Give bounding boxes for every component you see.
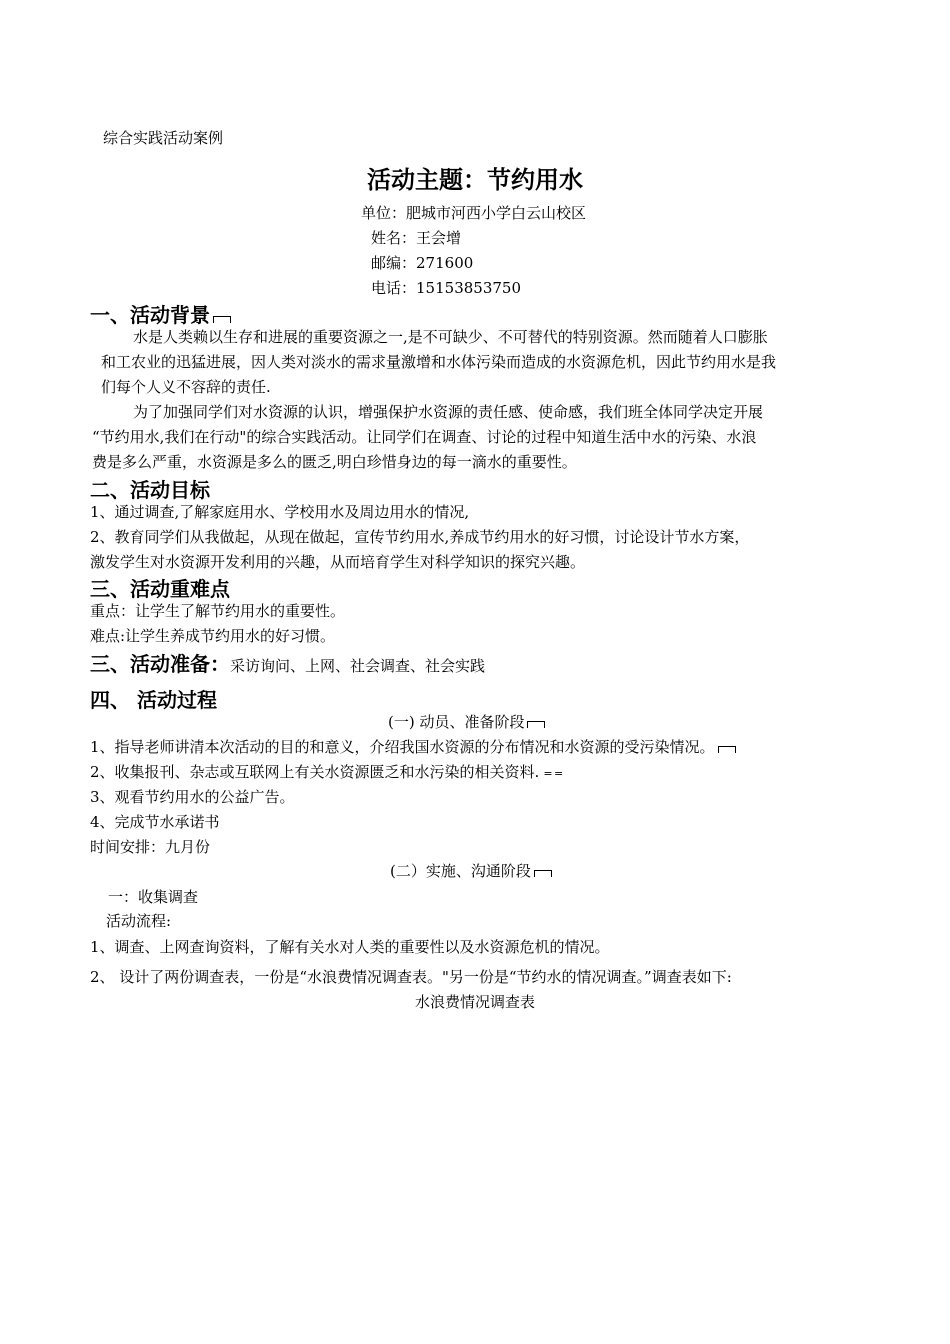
info-label: 单位：: [361, 204, 407, 222]
process-sub1: 一：收集调查: [108, 888, 199, 906]
info-value: 肥城市河西小学白云山校区: [406, 204, 587, 222]
stage2-heading: (二）实施、沟通阶段: [390, 860, 552, 881]
keypoints-line1: 重点：让学生了解节约用水的重要性。: [90, 602, 346, 620]
background-p1-line2: 和工农业的迅猛进展，因人类对淡水的需求量激增和水体污染而造成的水资源危机，因此节约用水是我: [101, 353, 777, 371]
background-p2-line2: “节约用水,我们在行动"的综合实践活动。让同学们在调查、讨论的过程中知道生活中水的污染、水浪: [92, 428, 757, 446]
page-title: 活动主题：节约用水: [367, 166, 583, 194]
info-label: 邮编：: [371, 254, 417, 272]
top-label: 综合实践活动案例: [103, 129, 224, 147]
edit-mark-icon: [534, 870, 552, 877]
section-heading-preparation: 三、活动准备：: [90, 652, 230, 676]
info-label: 姓名：: [371, 229, 417, 247]
goals-line1: 1、通过调查,了解家庭用水、学校用水及周边用水的情况,: [90, 503, 470, 521]
goals-line2: 2、教育同学们从我做起，从现在做起，宣传节约用水,养成节约用水的好习惯，讨论设计节水方案，: [90, 528, 750, 546]
info-value: 王会增: [416, 229, 462, 247]
edit-mark-icon: [213, 316, 231, 323]
section-heading-background: 一、活动背景: [90, 299, 231, 328]
info-value: 271600: [416, 254, 474, 272]
preparation-text: 采访询问、上网、社会调查、社会实践: [230, 657, 486, 675]
process-line4: 4、完成节水承诺书: [90, 813, 220, 831]
background-p1-line1: 水是人类赖以生存和进展的重要资源之一,是不可缺少、不可替代的特别资源。然而随着人口膨胀: [133, 328, 768, 346]
info-phone: [371, 277, 521, 298]
section-heading-keypoints: 三、活动重难点: [90, 577, 230, 601]
background-p2-line3: 费是多么严重，水资源是多么的匮乏,明白珍惜身边的每一滴水的重要性。: [92, 453, 577, 471]
info-label: 电话：: [371, 279, 417, 297]
section-preparation: [90, 648, 485, 677]
process-sub2: 活动流程:: [106, 912, 172, 930]
info-postcode: [371, 252, 473, 273]
process-line2: 2、收集报刊、杂志或互联网上有关水资源匮乏和水污染的相关资料. = =: [90, 763, 563, 781]
info-value: 15153853750: [416, 279, 521, 297]
keypoints-line2: 难点:让学生养成节约用水的好习惯。: [90, 627, 336, 645]
edit-mark-icon: [527, 721, 545, 728]
info-unit: [361, 202, 586, 223]
edit-mark-icon: [718, 746, 736, 753]
edit-mark-eq: = =: [543, 767, 563, 780]
goals-line3: 激发学生对水资源开发利用的兴趣，从而培育学生对科学知识的探究兴趣。: [90, 553, 586, 571]
process-line6: 1、调查、上网查询资料，了解有关水对人类的重要性以及水资源危机的情况。: [90, 938, 610, 956]
stage1-heading: (一) 动员、准备阶段: [388, 711, 545, 732]
background-p2-line1: 为了加强同学们对水资源的认识，增强保护水资源的责任感、使命感，我们班全体同学决定开展: [133, 403, 764, 421]
background-p1-line3: 们每个人义不容辞的责任.: [101, 378, 271, 396]
process-line7: 2、 设计了两份调查表，一份是“水浪费情况调查表。"另一份是“节约水的情况调查。”调查表如下:: [90, 968, 732, 986]
section-heading-goals: 二、活动目标: [90, 478, 210, 502]
process-time: 时间安排：九月份: [90, 838, 211, 856]
info-name: [371, 227, 461, 248]
process-line1: 1、指导老师讲清本次活动的目的和意义，介绍我国水资源的分布情况和水资源的受污染情况。: [90, 736, 736, 757]
section-heading-process: 四、 活动过程: [90, 688, 217, 712]
table-title: 水浪费情况调查表: [414, 993, 535, 1011]
process-line3: 3、观看节约用水的公益广告。: [90, 788, 295, 806]
